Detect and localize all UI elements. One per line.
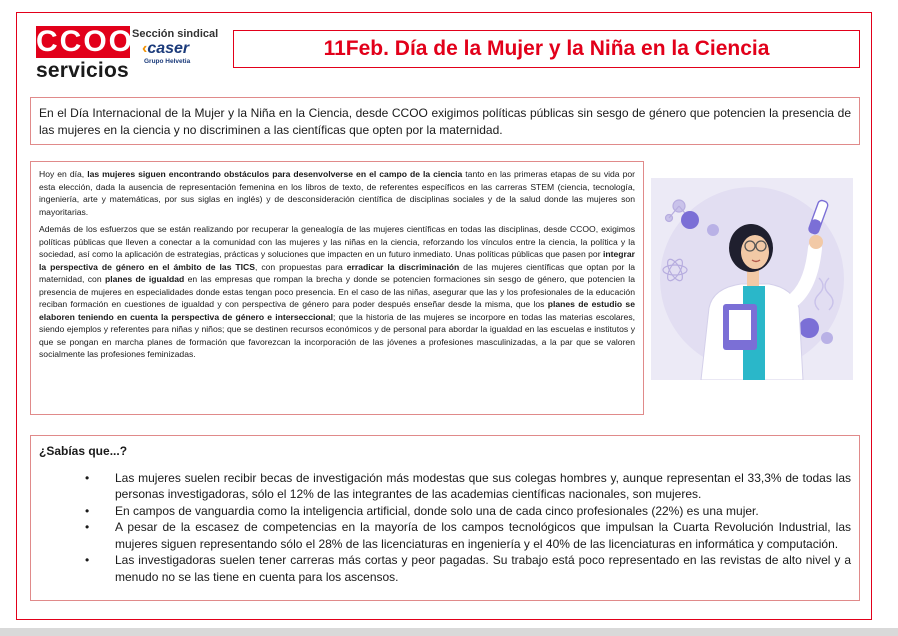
list-item: • Las mujeres suelen recibir becas de investigación más modestas que sus colegas hombres y, aunque representan el 33,3% de todas las personas investigadoras, sólo el 12% de las integrantes de las academias científicas nacionales, son mujeres.	[85, 470, 851, 501]
caser-logo: ‹caser	[142, 40, 190, 57]
list-item: • En campos de vanguardia como la inteligencia artificial, donde solo una de cada cinco profesionales (22%) es una mujer.	[85, 503, 759, 518]
did-you-know-title: ¿Sabías que...?	[39, 444, 128, 458]
main-paragraph-1: Hoy en día, las mujeres siguen encontrando obstáculos para desenvolverse en el campo de la ciencia tanto en las primeras etapas de su vida por esta elección, dada la ausencia de representación femenina en los libros de texto, de referentes específicos en las carreras STEM (ciencia, tecnología, ingeniería, arte y matemáticas, por sus siglas en inglés) y de desconsideración científica de disciplinas sociales y de la salud donde las mujeres son mayoritarias.	[39, 169, 636, 217]
purple-orb-icon	[681, 211, 699, 229]
bullet-icon: •	[85, 470, 90, 485]
intro-text: En el Día Internacional de la Mujer y la Niña en la Ciencia, desde CCOO exigimos políticas públicas sin sesgo de género que potencien la presencia de las mujeres en la ciencia y no discriminen a las científicas que opten por la maternidad.	[39, 106, 851, 137]
page-title: 11Feb. Día de la Mujer y la Niña en la Ciencia	[323, 37, 770, 60]
grupo-helvetia-label: Grupo Helvetia	[144, 58, 191, 65]
seccion-sindical-label: Sección sindical	[132, 28, 219, 40]
bullet-icon: •	[85, 520, 90, 534]
purple-orb-icon-2	[799, 318, 819, 338]
scientist-illustration	[651, 178, 853, 380]
servicios-wordmark: servicios	[36, 59, 129, 82]
ccoo-caser-logo	[36, 26, 236, 84]
bottom-strip	[0, 628, 898, 636]
main-text-box	[30, 161, 644, 415]
list-item: • A pesar de la escasez de competencias en la mayoría de los campos tecnológicos que impulsan la Cuarta Revolución Industrial, las mujeres siguen representando sólo el 28% de las licenciaturas en ingeniería y el 40% de las licenciaturas en informática y computación.	[85, 520, 851, 551]
list-item: • Las investigadoras suelen tener carreras más cortas y peor pagadas. Su trabajo está poco representado en las revistas de alto nivel y a menudo no se las tiene en cuenta para los ascensos.	[85, 553, 851, 584]
intro-box	[30, 97, 860, 145]
did-you-know-box	[30, 435, 860, 601]
main-paragraph-2: Además de los esfuerzos que se están realizando por recuperar la genealogía de las mujeres científicas en todas las disciplinas, desde CCOO, exigimos políticas públicas que lleven a conectar a la comunidad con las mujeres y las niñas en la ciencia, reforzando los vínculos entre la ciencia, la política y la sociedad, así como la aplicación de estrategias, prácticas y soluciones que impacten en un futuro inmediato. Unas políticas públicas que pasen por integrar la perspectiva de género en el ámbito de las TICS, con propuestas para erradicar la discriminación de las mujeres científicas que optan por la maternidad, con planes de igualdad en las empresas que rompan la brecha y donde se potencien formaciones sin sesgo de género, que potencien la presencia de mujeres en especialidades donde estas tengan poco presencia. En el caso de las niñas, asegurar que las y los profesionales de la educación reciban formación en cuestiones de igualdad y con perspectiva de género para poder después enseñar desde la misma, que los planes de estudio se elaboren teniendo en cuenta la perspectiva de género e interseccional; que la historia de las mujeres se incorpore en todas las materias escolares, siendo ejemplos y referentes para niñas y niños; que se destinen recursos económicos y de personal para abordar la igualdad en las escuelas e institutos y que se pongan en marcha planes de formación que favorezcan la incorporación de las jóvenes a profesiones masculinizadas, a la par que se valoren socialmente las profesiones feminizadas.	[39, 224, 636, 359]
ccoo-logo: CCOO	[36, 25, 134, 58]
title-box	[233, 30, 860, 68]
bullet-icon: •	[85, 553, 90, 567]
bullet-icon: •	[85, 503, 90, 518]
caser-mark-icon: ‹	[142, 40, 148, 57]
did-you-know-list	[39, 470, 851, 586]
